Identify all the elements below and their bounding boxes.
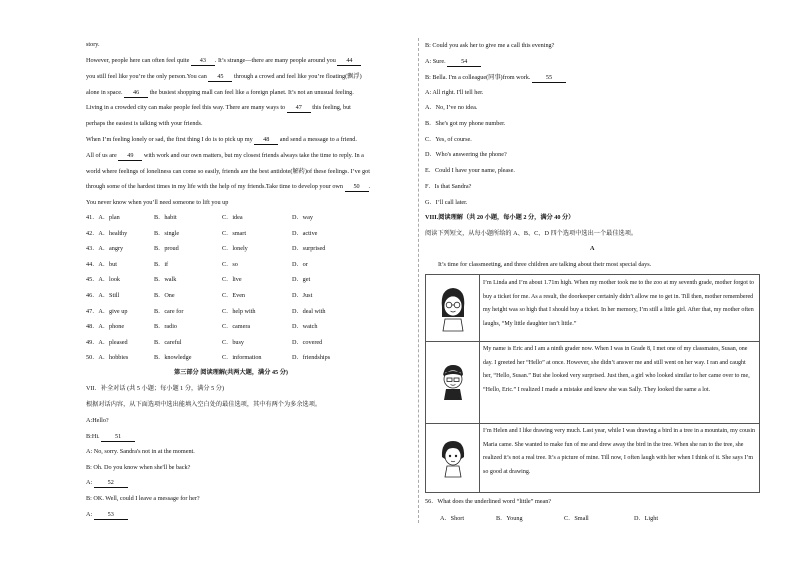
dialog-line <box>86 511 128 520</box>
text-segment: through a crowd and feel like you’re floating(飘浮) <box>232 72 362 80</box>
story-row-helen <box>426 423 759 492</box>
girl-bob-icon <box>426 423 480 492</box>
question-56: 56．What does the underlined word “little” mean? <box>425 498 552 505</box>
question-option[interactable]: B．Young <box>496 515 523 522</box>
dialog-line <box>425 42 554 50</box>
section7-instructions: 根据对话内容，从下面选项中选出能填入空白处的最佳选项，其中有两个为多余选项。 <box>86 401 322 408</box>
option-item[interactable]: C．so <box>222 260 238 268</box>
dialog-line <box>86 464 190 472</box>
dialog-text: A: No, sorry. Sandra's not in at the moment. <box>86 448 195 456</box>
text-line <box>86 183 370 192</box>
option-item[interactable]: B．proud <box>154 245 179 253</box>
text-segment: . <box>368 183 371 191</box>
dialog-text: A:Hello? <box>86 417 109 424</box>
option-item[interactable]: D．watch <box>292 323 318 331</box>
dialog-choice[interactable]: D．Who's answering the phone? <box>425 151 507 159</box>
option-item[interactable]: D．or <box>292 260 308 268</box>
text-line <box>86 199 228 207</box>
option-item[interactable]: B．walk <box>154 276 177 284</box>
dialog-choice[interactable]: C．Yes, of course. <box>425 135 472 143</box>
dialog-line <box>86 495 200 503</box>
dialog-text: A: <box>86 479 94 487</box>
text-segment: alone in space. <box>86 88 125 96</box>
answer-blank[interactable]: 54 <box>447 58 481 67</box>
option-item[interactable]: D．covered <box>292 338 323 346</box>
story-row-eric <box>426 341 759 424</box>
story-text-linda: I’m Linda and I’m about 1.71m high. When my mother took me to the zoo at my seventh grade, mother forgot to buy a ticket for me. As a result, the doorkeeper certainly didn’t allow me to get in. Till then, mother remembered my height was so high that I should buy a ticket. In her memory, I’m still a little girl. After that, my mother often laughs, “My little daughter isn’t little.” <box>483 280 755 327</box>
text-line <box>86 152 364 161</box>
dialog-choice[interactable]: G．I’ll call later. <box>425 198 468 206</box>
option-item[interactable]: C．Even <box>222 292 246 299</box>
option-item[interactable]: B．One <box>154 292 175 299</box>
answer-blank[interactable]: 55 <box>532 74 566 83</box>
option-item[interactable]: B．habit <box>154 214 177 221</box>
text-line <box>86 168 370 176</box>
option-item[interactable]: C．idea <box>222 214 243 221</box>
text-segment: the busiest shopping mall can feel like a foreign planet. It’s not an unusual feeling. <box>148 88 354 96</box>
dialog-line <box>86 479 128 488</box>
option-item[interactable]: B．careful <box>154 338 182 346</box>
dialog-text: A: Sure. <box>425 57 448 65</box>
option-item[interactable]: D．deal with <box>292 307 326 315</box>
question-option[interactable]: A．Short <box>440 515 465 522</box>
column-divider <box>418 38 419 523</box>
answer-blank[interactable]: 49 <box>118 152 142 161</box>
text-line <box>86 89 354 98</box>
option-item[interactable]: 49．A．pleased <box>86 338 128 346</box>
text-segment: with work and our own matters, but my closest friends always take the time to reply. In a <box>142 151 364 159</box>
text-segment: and send a message to a friend. <box>278 136 357 143</box>
option-item[interactable]: D．surprised <box>292 245 326 253</box>
boy-glasses-icon <box>426 341 480 423</box>
option-item[interactable]: 42．A．healthy <box>86 229 128 237</box>
text-segment: However, people here can often feel quite <box>86 57 191 64</box>
answer-blank[interactable]: 44 <box>337 57 361 66</box>
answer-blank[interactable]: 53 <box>94 511 128 520</box>
dialog-choice[interactable]: B．She's got my phone number. <box>425 119 506 127</box>
question-option[interactable]: C．Small <box>564 515 589 522</box>
text-segment: world where feelings of loneliness can come so easily, friends are the best antidote(解药)of these feelings. I’ve got <box>86 167 370 175</box>
text-segment: perhaps the easiest is talking with your friends. <box>86 120 203 128</box>
dialog-text: A: <box>86 510 94 518</box>
text-segment: When I’m feeling lonely or sad, the first thing I do is to pick up my <box>86 136 255 143</box>
answer-blank[interactable]: 45 <box>208 73 232 82</box>
dialog-choice[interactable]: E．Could I have your name, please. <box>425 167 515 175</box>
option-item[interactable]: 50．A．hobbies <box>86 354 129 362</box>
answer-blank[interactable]: 51 <box>101 433 135 442</box>
option-item[interactable]: D．get <box>292 276 311 284</box>
option-item[interactable]: D．Just <box>292 292 313 299</box>
story-tail: story. <box>86 41 100 48</box>
text-line <box>86 120 203 128</box>
answer-blank[interactable]: 50 <box>345 183 369 192</box>
part3-title: 第三部分 阅读理解(共两大题，满分 45 分) <box>174 369 288 376</box>
answer-blank[interactable]: 52 <box>94 479 128 488</box>
dialog-line <box>86 433 135 442</box>
answer-blank[interactable]: 46 <box>124 89 148 98</box>
option-item[interactable]: 45．A．look <box>86 276 121 284</box>
section7-title: VII．补全对话 (共 5 小题；每小题 1 分，满分 5 分) <box>86 385 225 392</box>
dialog-line <box>425 74 566 83</box>
question-option[interactable]: D．Light <box>634 515 659 522</box>
dialog-line <box>425 58 481 67</box>
option-item[interactable]: 41．A．plan <box>86 214 120 221</box>
option-item[interactable]: 48．A．phone <box>86 323 125 331</box>
text-line <box>86 73 362 82</box>
dialog-choice[interactable]: A．No, I’ve no idea. <box>425 104 478 111</box>
option-item[interactable]: C．lonely <box>222 245 248 253</box>
girl-glasses-icon <box>426 275 480 341</box>
dialog-line <box>425 89 483 97</box>
section8-instructions: 阅读下列短文，从每小题所给的 A、B、C、D 四个选项中选出一个最佳选项。 <box>425 230 638 237</box>
text-segment: this feeling, but <box>310 104 351 112</box>
answer-blank[interactable]: 47 <box>287 104 311 113</box>
dialog-text: B: Could you ask her to give me a call this evening? <box>425 42 555 49</box>
option-item[interactable]: C．camera <box>222 323 251 331</box>
passage-letter: A <box>590 245 595 252</box>
option-item[interactable]: B．single <box>154 229 180 237</box>
option-item[interactable]: B．knowledge <box>154 354 192 362</box>
option-item[interactable]: C．live <box>222 276 242 284</box>
answer-blank[interactable]: 48 <box>254 136 278 145</box>
text-segment: . It’s strange—there are many people around you <box>214 57 338 64</box>
text-segment: you still feel like you’re the only person.You can <box>86 72 209 80</box>
option-item[interactable]: 46．A．Still <box>86 292 120 299</box>
dialog-text: B: OK. Well, could I leave a message for her? <box>86 495 200 502</box>
option-item[interactable]: B．radio <box>154 323 178 331</box>
dialog-choice[interactable]: F．Is that Sandra? <box>425 183 472 190</box>
dialog-text: B: Oh. Do you know when she'll be back? <box>86 463 191 471</box>
text-line <box>86 136 357 145</box>
dialog-text: B: Bella. I'm a colleague(同事)from work. <box>425 73 532 81</box>
option-item[interactable]: C．busy <box>222 338 245 346</box>
text-segment: All of us are <box>86 151 119 159</box>
story-text-eric: My name is Eric and I am a ninth grader now. When I was in Grade 8, I met one of my classmates, Susan, one day. I greeted her “Hello” at once. However, she didn’t answer me and still went on her way. I ran and caught her, “Hello, Susan.” But she looked very surprised. Just then, a girl who looked similar to her came over to me, “Hello, Eric.” I realized I made a mistake and knew she was Sally. They looked the same a lot. <box>483 346 750 393</box>
text-line <box>86 104 351 113</box>
option-item[interactable]: D．way <box>292 214 313 221</box>
option-item[interactable]: 44．A．but <box>86 260 117 268</box>
option-item[interactable]: C．information <box>222 354 262 362</box>
option-item[interactable]: B．care for <box>154 307 184 315</box>
section8-title: VIII.阅读理解（共 20 小题，每小题 2 分，满分 40 分） <box>425 214 575 221</box>
story-table <box>425 274 760 493</box>
dialog-text: A: All right. I'll tell her. <box>425 89 484 97</box>
option-item[interactable]: C．help with <box>222 307 256 315</box>
dialog-line <box>86 417 109 425</box>
option-item[interactable]: 43．A．angry <box>86 245 124 253</box>
dialog-text: B:Hi. <box>86 432 102 440</box>
text-segment: through some of the hardest times in my life with the help of my friends.Take time to develop your own <box>86 183 345 191</box>
option-item[interactable]: B．if <box>154 260 169 268</box>
story-text-helen: I’m Helen and I like drawing very much. Last year, while I was drawing a bird in a tree in a mountain, my cousin Maria came. She wanted to make fun of me and drew away the bird in the tree. When she ran to the tree, she realized it’s not a real tree. It’s a picture of mine. Till now, I often laugh with her when I think of it. She says I’m so good at drawing. <box>483 428 756 475</box>
text-line <box>86 57 361 66</box>
option-item[interactable]: 47．A．give up <box>86 307 128 315</box>
text-segment: You never know when you’ll need someone to lift you up <box>86 199 229 207</box>
answer-blank[interactable]: 43 <box>191 57 215 66</box>
text-segment: Living in a crowded city can make people feel this way. There are many ways to <box>86 104 287 112</box>
option-item[interactable]: D．active <box>292 229 318 237</box>
story-row-linda <box>426 275 759 342</box>
dialog-line <box>86 448 195 456</box>
option-item[interactable]: D．friendships <box>292 354 331 362</box>
option-item[interactable]: C．smart <box>222 229 247 237</box>
passage-intro: It’s time for classmeeting, and three children are talking about their most special days. <box>438 261 652 268</box>
